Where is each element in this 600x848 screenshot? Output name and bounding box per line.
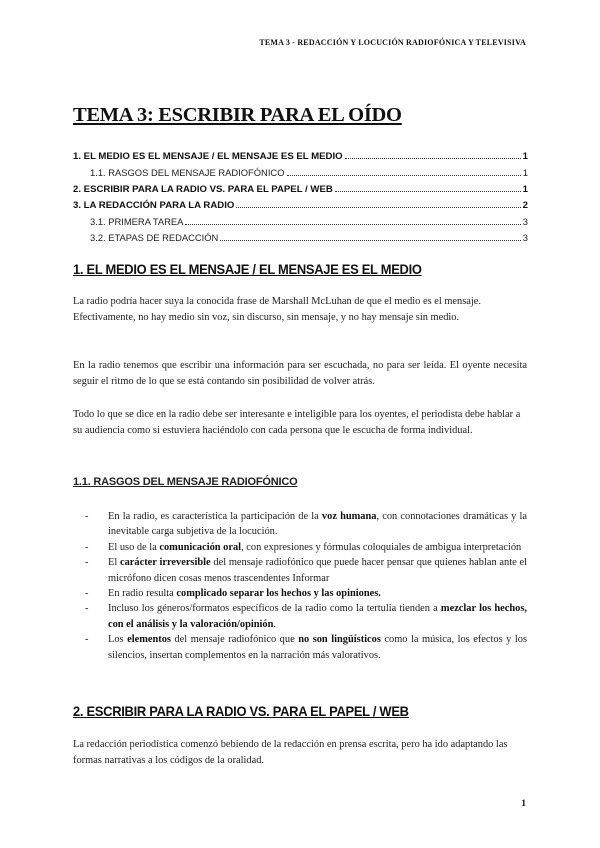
toc-entry-label: 3.1. PRIMERA TAREA	[90, 216, 184, 228]
toc-entry[interactable]	[73, 167, 528, 183]
bold-phrase: carácter irreversible	[120, 557, 211, 569]
bullet-marker: -	[85, 588, 89, 600]
bold-phrase: mezclar los hechos, con el análisis y la valoración/opinión	[108, 603, 528, 630]
toc-leader	[335, 191, 521, 192]
toc-entry[interactable]	[73, 232, 528, 248]
toc-entry-label: 3. LA REDACCIÓN PARA LA RADIO	[73, 199, 235, 211]
bold-phrase: voz humana	[321, 511, 377, 522]
toc-leader	[185, 224, 520, 225]
running-header: TEMA 3 - REDACCIÓN Y LOCUCIÓN RADIOFÓNICA Y TELEVISIVA	[259, 38, 526, 47]
list-item: - Los elementos del mensaje radiofónico que no son lingüísticos como la música, los efectos y los silencios, insertan complementos en la narración más valorativos.	[85, 634, 528, 661]
bold-phrase: comunicación oral	[159, 541, 242, 553]
toc-entry-page: 3	[522, 216, 528, 228]
toc-entry-page: 1	[522, 183, 528, 195]
toc-entry[interactable]	[73, 216, 528, 232]
toc-entry-label: 2. ESCRIBIR PARA LA RADIO VS. PARA EL PAPEL / WEB	[73, 183, 333, 195]
toc-entry-page: 2	[522, 199, 528, 211]
toc-leader	[220, 240, 520, 241]
bullet-marker: -	[85, 557, 89, 569]
toc-entry-page: 3	[522, 232, 528, 244]
body-paragraph: En la radio tenemos que escribir una información para ser escuchada, no para ser leída. El oyente necesita seguir el ritmo de lo que se está contando sin posibilidad de volver atrás.	[73, 360, 527, 387]
section-heading: 2. ESCRIBIR PARA LA RADIO VS. PARA EL PAPEL / WEB	[73, 704, 409, 719]
bullet-marker: -	[85, 541, 89, 553]
bullet-marker: -	[85, 511, 89, 522]
bold-phrase: complicado separar los hechos y las opiniones.	[176, 588, 381, 600]
toc-entry-label: 1. EL MEDIO ES EL MENSAJE / EL MENSAJE ES EL MEDIO	[73, 151, 343, 162]
bullet-marker: -	[85, 634, 89, 646]
section-heading: 1. EL MEDIO ES EL MENSAJE / EL MENSAJE ES EL MEDIO	[73, 262, 422, 277]
list-item: - En la radio, es característica la participación de la voz humana, con connotaciones dramáticas y la inevitable carga subjetiva de la locución.	[85, 511, 527, 538]
body-paragraph: La radio podría hacer suya la conocida frase de Marshall McLuhan de que el medio es el mensaje. Efectivamente, no hay medio sin voz, sin discurso, sin mensaje, y no hay mensaje sin medio.	[73, 296, 481, 323]
table-of-contents	[73, 151, 528, 249]
toc-entry[interactable]	[73, 151, 528, 167]
toc-entry-label: 3.2. ETAPAS DE REDACCIÓN	[90, 232, 219, 244]
list-item: - El uso de la comunicación oral, con expresiones y fórmulas coloquiales de ambigua interpretación	[85, 540, 527, 555]
toc-leader	[236, 207, 520, 208]
toc-entry-page: 1	[522, 151, 528, 162]
bold-phrase: no son lingüísticos	[298, 634, 381, 646]
page-number: 1	[521, 799, 526, 809]
bold-phrase: elementos	[127, 634, 171, 646]
toc-leader	[345, 158, 521, 159]
bullet-marker: -	[85, 603, 89, 615]
bullet-list	[85, 509, 527, 663]
toc-entry[interactable]	[73, 184, 528, 200]
list-item: - El carácter irreversible del mensaje radiofónico que puede hacer pensar que quienes hablan ante el micrófono dicen cosas menos trascendentes Informar	[85, 557, 527, 584]
toc-leader	[287, 175, 521, 176]
toc-entry-page: 1	[522, 167, 528, 179]
toc-entry[interactable]	[73, 200, 528, 216]
toc-entry-label: 1.1. RASGOS DEL MENSAJE RADIOFÓNICO	[90, 167, 285, 179]
document-title: TEMA 3: ESCRIBIR PARA EL OÍDO	[73, 104, 402, 126]
list-item: - Incluso los géneros/formatos específicos de la radio como la tertulia tienden a mezclar los hechos, con el análisis y la valoración/opinión.	[85, 603, 528, 630]
body-paragraph: Todo lo que se dice en la radio debe ser interesante e inteligible para los oyentes, el periodista debe hablar a su audiencia como si estuviera haciéndolo con cada persona que le escucha de forma individual.	[73, 409, 521, 436]
list-item: - En radio resulta complicado separar los hechos y las opiniones.	[85, 586, 527, 601]
body-paragraph: La redacción periodística comenzó bebiendo de la redacción en prensa escrita, pero ha ido adaptando las formas narrativas a los códigos de la oralidad.	[73, 739, 508, 766]
subsection-heading: 1.1. RASGOS DEL MENSAJE RADIOFÓNICO	[73, 476, 298, 488]
